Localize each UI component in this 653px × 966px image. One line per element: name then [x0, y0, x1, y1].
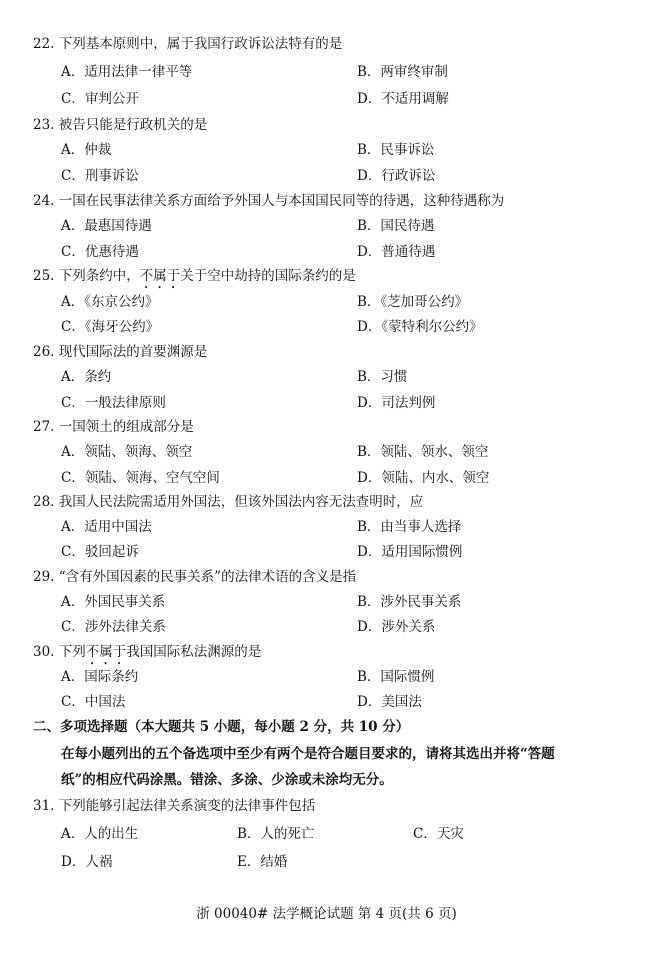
question-27-option-c: C．领陆、领海、空气空间	[61, 470, 220, 486]
emphasis-not: 不属于	[85, 644, 127, 660]
page-footer: 浙 00040# 法学概论试题 第 4 页(共 6 页)	[196, 906, 457, 922]
section-2-instruction-line-2: 纸”的相应代码涂黑。错涂、多涂、少涂或未涂均无分。	[61, 772, 393, 788]
question-22-option-d: D．不适用调解	[357, 91, 449, 107]
question-25-option-a: A．《东京公约》	[61, 294, 159, 310]
question-30-option-b: B．国际惯例	[357, 669, 435, 685]
question-24-option-c: C．优惠待遇	[61, 244, 139, 260]
question-29-option-b: B．涉外民事关系	[357, 594, 462, 610]
question-31-option-a: A．人的出生	[61, 826, 139, 842]
question-25-option-b: B．《芝加哥公约》	[357, 294, 469, 310]
question-30-option-d: D．美国法	[357, 694, 422, 710]
question-28-option-b: B．由当事人选择	[357, 519, 462, 535]
question-28-stem: 28. 我国人民法院需适用外国法，但该外国法内容无法查明时，应	[33, 494, 424, 510]
question-23-option-b: B．民事诉讼	[357, 142, 435, 158]
question-22-option-b: B．两审终审制	[357, 64, 448, 80]
question-29-option-a: A．外国民事关系	[61, 594, 166, 610]
question-24-option-b: B．国民待遇	[357, 218, 435, 234]
question-25-option-c: C．《海牙公约》	[61, 319, 160, 335]
question-31-option-d: D．人祸	[61, 854, 113, 870]
question-28-option-a: A．适用中国法	[61, 519, 152, 535]
question-22-option-c: C．审判公开	[61, 91, 139, 107]
question-22-stem: 22. 下列基本原则中，属于我国行政诉讼法特有的是	[33, 36, 343, 52]
question-26-stem: 26. 现代国际法的首要渊源是	[33, 344, 208, 360]
question-31-option-b: B．人的死亡	[237, 826, 315, 842]
question-23-option-c: C．刑事诉讼	[61, 168, 139, 184]
question-26-option-c: C．一般法律原则	[61, 395, 166, 411]
question-24-stem: 24. 一国在民事法律关系方面给予外国人与本国国民同等的待遇，这种待遇称为	[33, 193, 505, 209]
question-23-stem: 23. 被告只能是行政机关的是	[33, 117, 208, 133]
question-31-option-c: C．天灾	[413, 826, 464, 842]
question-25-stem: 25. 下列条约中，不属于关于空中劫持的国际条约的是	[33, 268, 356, 284]
question-25-option-d: D．《蒙特利尔公约》	[357, 319, 483, 335]
question-31-stem: 31. 下列能够引起法律关系演变的法律事件包括	[33, 798, 316, 814]
question-27-stem: 27. 一国领土的组成部分是	[33, 419, 194, 435]
question-23-option-a: A．仲裁	[61, 142, 112, 158]
question-30-option-a: A．国际条约	[61, 669, 139, 685]
question-23-option-d: D．行政诉讼	[357, 168, 436, 184]
question-26-option-a: A．条约	[61, 369, 112, 385]
question-31-option-e: E．结婚	[237, 854, 288, 870]
question-29-option-d: D．涉外关系	[357, 619, 436, 635]
question-27-option-a: A．领陆、领海、领空	[61, 444, 193, 460]
question-30-option-c: C．中国法	[61, 694, 126, 710]
section-2-heading: 二、多项选择题（本大题共 5 小题，每小题 2 分，共 10 分）	[33, 719, 410, 735]
question-22-option-a: A．适用法律一律平等	[61, 64, 193, 80]
question-27-option-b: B．领陆、领水、领空	[357, 444, 489, 460]
question-29-stem: 29. “含有外国因素的民事关系”的法律术语的含义是指	[33, 569, 357, 585]
question-29-option-c: C．涉外法律关系	[61, 619, 166, 635]
section-2-instruction-line-1: 在每小题列出的五个备选项中至少有两个是符合题目要求的，请将其选出并将“答题	[61, 746, 555, 762]
question-28-option-c: C．驳回起诉	[61, 544, 139, 560]
question-24-option-d: D．普通待遇	[357, 244, 436, 260]
question-27-option-d: D．领陆、内水、领空	[357, 470, 490, 486]
emphasis-not: 不属于	[139, 268, 181, 284]
question-26-option-b: B．习惯	[357, 369, 408, 385]
question-30-stem: 30. 下列不属于我国国际私法渊源的是	[33, 644, 262, 660]
question-24-option-a: A．最惠国待遇	[61, 218, 152, 234]
question-28-option-d: D．适用国际惯例	[357, 544, 463, 560]
question-26-option-d: D．司法判例	[357, 395, 436, 411]
